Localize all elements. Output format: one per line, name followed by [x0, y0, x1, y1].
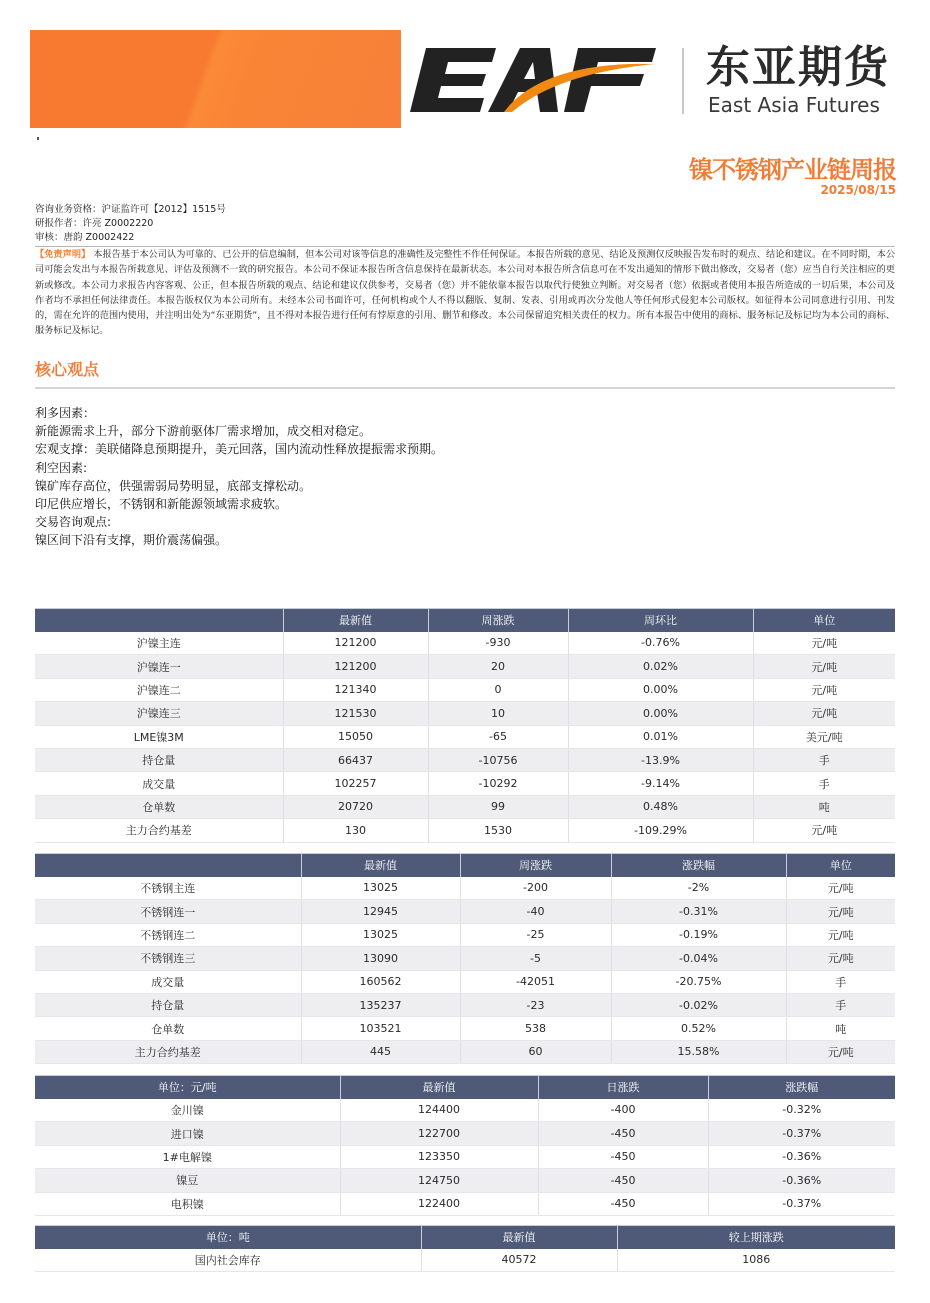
- row-label: 电积镍: [35, 1192, 340, 1215]
- company-name-en: East Asia Futures: [708, 93, 880, 117]
- table-cell: -5: [460, 947, 611, 970]
- table-cell: 10: [428, 702, 568, 725]
- table-cell: 13025: [301, 923, 460, 946]
- table-cell: 121340: [283, 678, 428, 701]
- table-row: [35, 947, 895, 970]
- table-row: [35, 702, 895, 725]
- table-cell: 吨: [786, 1017, 895, 1040]
- table-cell: 元/吨: [786, 1040, 895, 1063]
- table-cell: 20: [428, 655, 568, 678]
- column-header: 涨跌幅: [708, 1076, 895, 1099]
- table-cell: -450: [538, 1145, 708, 1168]
- table-cell: 0.00%: [568, 678, 753, 701]
- header-banner-block: [30, 30, 401, 128]
- column-header: 单位：元/吨: [35, 1076, 340, 1099]
- table-cell: -13.9%: [568, 748, 753, 771]
- table-cell: -0.36%: [708, 1145, 895, 1168]
- table-cell: -23: [460, 993, 611, 1016]
- table-cell: 0.02%: [568, 655, 753, 678]
- stray-mark: [37, 137, 39, 140]
- table-row: [35, 1040, 895, 1063]
- core-view-title: 核心观点: [35, 360, 100, 379]
- disclaimer-text: 本报告基于本公司认为可靠的、已公开的信息编制，但本公司对该等信息的准确性及完整性不作任何保证。本报告所载的意见、结论及预测仅反映报告发布时的观点、结论和建议。在不同时期，本公司可能会发出与本报告所载意见、评估及预测不一致的研究报告。本公司不保证本报告所含信息保持在最新状态。本公司对本报告所含信息可在不发出通知的情形下做出修改，交易者（您）应当自行关注相应的更新或修改。本公司力求报告内容客观、公正，但本报告所载的观点、结论和建议仅供参考，交易者（您）并不能依靠本报告以取代行使独立判断。对交易者（您）依据或者使用本报告所造成的一切后果，本公司及作者均不承担任何法律责任。本报告版权仅为本公司所有。未经本公司书面许可，任何机构或个人不得以翻版、复制、发表、引用或再次分发他人等任何形式侵犯本公司版权。如征得本公司同意进行引用、刊发的，需在允许的范围内使用，并注明出处为“东亚期货”，且不得对本报告进行任何有悖原意的引用、删节和修改。本公司保留追究相关责任的权力。所有本报告中使用的商标、服务标记及标记均为本公司的商标、服务标记及标记。: [35, 249, 895, 337]
- column-header: 涨跌幅: [611, 854, 786, 877]
- inventory-table: [35, 1225, 895, 1272]
- report-title: 镍不锈钢产业链周报: [689, 156, 896, 184]
- report-date: 2025/08/15: [820, 183, 896, 197]
- column-header: 周涨跌: [428, 609, 568, 632]
- table-cell: -0.36%: [708, 1169, 895, 1192]
- logo-divider: [682, 48, 684, 114]
- row-label: 不锈钢连二: [35, 923, 301, 946]
- column-header: 单位: [786, 854, 895, 877]
- table-cell: -109.29%: [568, 819, 753, 842]
- table-row: [35, 632, 895, 655]
- table-row: [35, 923, 895, 946]
- table-cell: 121200: [283, 655, 428, 678]
- table-row: [35, 725, 895, 748]
- column-header: 单位: [753, 609, 895, 632]
- table-cell: -2%: [611, 877, 786, 900]
- table-cell: 元/吨: [786, 923, 895, 946]
- table-header-row: [35, 1076, 895, 1099]
- eaf-logo-icon: [408, 44, 668, 120]
- table-cell: 13090: [301, 947, 460, 970]
- table-row: [35, 1017, 895, 1040]
- table-cell: 124400: [340, 1099, 538, 1122]
- row-label: 沪镍连一: [35, 655, 283, 678]
- table-cell: 1530: [428, 819, 568, 842]
- table-header-row: [35, 1226, 895, 1249]
- row-label: 国内社会库存: [35, 1249, 421, 1272]
- table-cell: -10756: [428, 748, 568, 771]
- table-cell: 123350: [340, 1145, 538, 1168]
- table-cell: 40572: [421, 1249, 617, 1272]
- section-divider: [35, 387, 895, 389]
- table-cell: 元/吨: [786, 900, 895, 923]
- table-cell: 66437: [283, 748, 428, 771]
- row-label: 进口镍: [35, 1122, 340, 1145]
- table-cell: 0.01%: [568, 725, 753, 748]
- table-cell: -65: [428, 725, 568, 748]
- table-cell: 538: [460, 1017, 611, 1040]
- table-cell: -400: [538, 1099, 708, 1122]
- point-line: 印尼供应增长，不锈钢和新能源领域需求疲软。: [35, 497, 288, 512]
- table-cell: 手: [753, 772, 895, 795]
- row-label: 主力合约基差: [35, 1040, 301, 1063]
- table-cell: -450: [538, 1169, 708, 1192]
- row-label: 仓单数: [35, 1017, 301, 1040]
- table-row: [35, 900, 895, 923]
- table-cell: 元/吨: [786, 947, 895, 970]
- table-cell: -0.19%: [611, 923, 786, 946]
- table-cell: 手: [753, 748, 895, 771]
- table-cell: 元/吨: [753, 632, 895, 655]
- table-row: [35, 1192, 895, 1215]
- table-cell: 元/吨: [753, 702, 895, 725]
- row-label: LME镍3M: [35, 725, 283, 748]
- table-cell: 0.52%: [611, 1017, 786, 1040]
- row-label: 1#电解镍: [35, 1145, 340, 1168]
- point-line: 镍区间下沿有支撑，期价震荡偏强。: [35, 533, 228, 548]
- table-cell: -25: [460, 923, 611, 946]
- table-cell: -0.37%: [708, 1122, 895, 1145]
- table-row: [35, 970, 895, 993]
- table-cell: -42051: [460, 970, 611, 993]
- table-row: [35, 655, 895, 678]
- table-cell: 103521: [301, 1017, 460, 1040]
- table-row: [35, 1145, 895, 1168]
- point-line: 新能源需求上升，部分下游前驱体厂需求增加，成交相对稳定。: [35, 424, 372, 439]
- row-label: 沪镍主连: [35, 632, 283, 655]
- table-cell: -200: [460, 877, 611, 900]
- table-row: [35, 1249, 895, 1272]
- table-cell: -0.31%: [611, 900, 786, 923]
- company-name-cn: 东亚期货: [706, 42, 890, 93]
- table-cell: 美元/吨: [753, 725, 895, 748]
- table-cell: -450: [538, 1192, 708, 1215]
- row-label: 金川镍: [35, 1099, 340, 1122]
- row-label: 镍豆: [35, 1169, 340, 1192]
- table-cell: -0.76%: [568, 632, 753, 655]
- table-cell: -9.14%: [568, 772, 753, 795]
- table-row: [35, 877, 895, 900]
- table-cell: 手: [786, 970, 895, 993]
- report-meta: [35, 203, 226, 245]
- table-row: [35, 1099, 895, 1122]
- table-cell: -10292: [428, 772, 568, 795]
- core-view-points: [35, 404, 443, 550]
- row-label: 主力合约基差: [35, 819, 283, 842]
- column-header: [35, 854, 301, 877]
- table-row: [35, 678, 895, 701]
- table-cell: 445: [301, 1040, 460, 1063]
- column-header: 最新值: [283, 609, 428, 632]
- table-cell: -0.02%: [611, 993, 786, 1016]
- row-label: 沪镍连三: [35, 702, 283, 725]
- company-logo: [408, 44, 898, 120]
- column-header: 周涨跌: [460, 854, 611, 877]
- nickel-spot-table: [35, 1075, 895, 1216]
- table-row: [35, 772, 895, 795]
- column-header: 周环比: [568, 609, 753, 632]
- column-header: 日涨跌: [538, 1076, 708, 1099]
- row-label: 沪镍连二: [35, 678, 283, 701]
- point-line: 交易咨询观点:: [35, 515, 112, 530]
- table-cell: 130: [283, 819, 428, 842]
- row-label: 成交量: [35, 970, 301, 993]
- reviewer-line: 审核：唐韵 Z0002422: [35, 232, 135, 243]
- stainless-futures-table: [35, 853, 895, 1064]
- table-cell: -930: [428, 632, 568, 655]
- table-cell: -0.04%: [611, 947, 786, 970]
- table-cell: 1086: [617, 1249, 895, 1272]
- table-row: [35, 1122, 895, 1145]
- table-cell: 0: [428, 678, 568, 701]
- row-label: 持仓量: [35, 993, 301, 1016]
- table-row: [35, 1169, 895, 1192]
- row-label: 不锈钢连三: [35, 947, 301, 970]
- table-row: [35, 795, 895, 818]
- column-header: [35, 609, 283, 632]
- qualification-line: 咨询业务资格：沪证监许可【2012】1515号: [35, 204, 226, 215]
- table-cell: 元/吨: [786, 877, 895, 900]
- table-row: [35, 993, 895, 1016]
- table-cell: -450: [538, 1122, 708, 1145]
- table-cell: 元/吨: [753, 819, 895, 842]
- table-cell: 吨: [753, 795, 895, 818]
- table-cell: 0.48%: [568, 795, 753, 818]
- table-cell: -0.37%: [708, 1192, 895, 1215]
- table-cell: -20.75%: [611, 970, 786, 993]
- column-header: 单位：吨: [35, 1226, 421, 1249]
- table-cell: 135237: [301, 993, 460, 1016]
- table-cell: 12945: [301, 900, 460, 923]
- disclaimer: [35, 247, 895, 339]
- table-cell: 121200: [283, 632, 428, 655]
- table-cell: 122400: [340, 1192, 538, 1215]
- row-label: 持仓量: [35, 748, 283, 771]
- column-header: 最新值: [421, 1226, 617, 1249]
- table-cell: 手: [786, 993, 895, 1016]
- table-cell: 20720: [283, 795, 428, 818]
- table-cell: 102257: [283, 772, 428, 795]
- disclaimer-tag: 【免责声明】: [35, 249, 91, 260]
- row-label: 不锈钢连一: [35, 900, 301, 923]
- table-header-row: [35, 609, 895, 632]
- table-cell: 元/吨: [753, 655, 895, 678]
- table-cell: 121530: [283, 702, 428, 725]
- table-cell: 122700: [340, 1122, 538, 1145]
- row-label: 不锈钢主连: [35, 877, 301, 900]
- row-label: 成交量: [35, 772, 283, 795]
- point-line: 镍矿库存高位，供强需弱局势明显，底部支撑松动。: [35, 478, 312, 493]
- table-cell: 160562: [301, 970, 460, 993]
- column-header: 最新值: [340, 1076, 538, 1099]
- table-row: [35, 819, 895, 842]
- author-line: 研报作者：许亮 Z0002220: [35, 218, 154, 229]
- table-cell: 60: [460, 1040, 611, 1063]
- table-row: [35, 748, 895, 771]
- table-cell: 13025: [301, 877, 460, 900]
- table-cell: -40: [460, 900, 611, 923]
- column-header: 较上期涨跌: [617, 1226, 895, 1249]
- table-cell: 0.00%: [568, 702, 753, 725]
- table-cell: 15.58%: [611, 1040, 786, 1063]
- table-cell: 124750: [340, 1169, 538, 1192]
- point-line: 利多因素：: [35, 406, 96, 420]
- table-cell: 15050: [283, 725, 428, 748]
- point-line: 宏观支撑：美联储降息预期提升，美元回落，国内流动性释放提振需求预期。: [35, 442, 444, 457]
- table-cell: 元/吨: [753, 678, 895, 701]
- table-header-row: [35, 854, 895, 877]
- table-cell: 99: [428, 795, 568, 818]
- row-label: 仓单数: [35, 795, 283, 818]
- nickel-futures-table: [35, 608, 895, 843]
- point-line: 利空因素:: [35, 460, 88, 475]
- column-header: 最新值: [301, 854, 460, 877]
- table-cell: -0.32%: [708, 1099, 895, 1122]
